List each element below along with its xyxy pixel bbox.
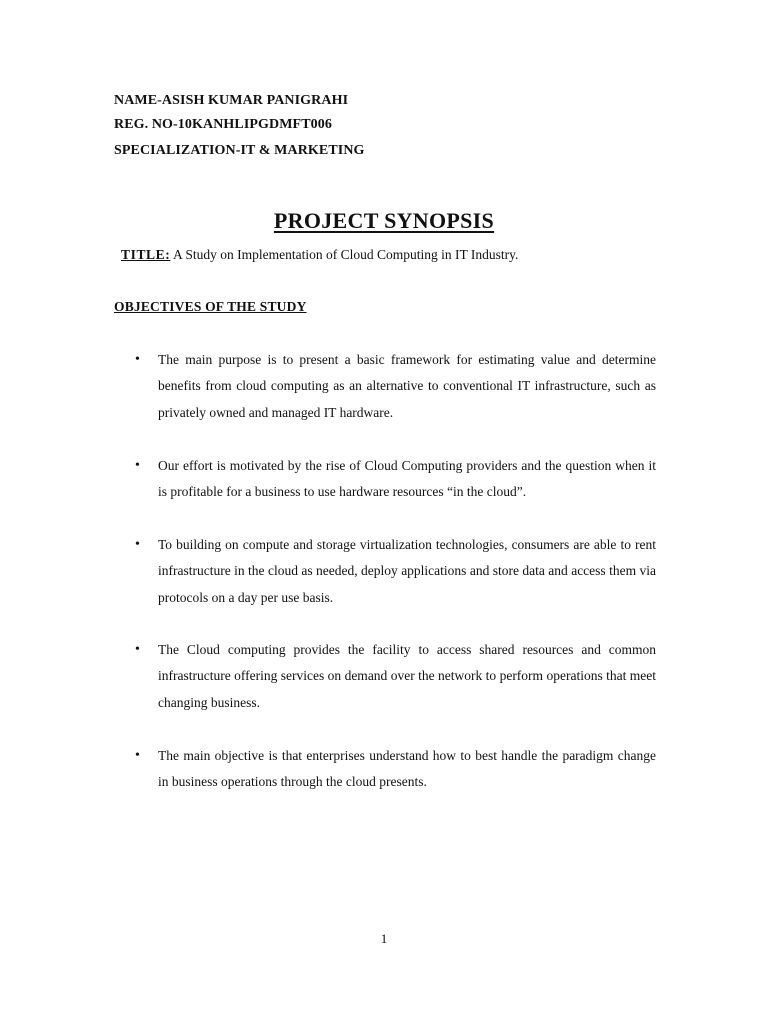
objective-item — [135, 743, 656, 796]
bullet-icon: • — [135, 642, 140, 657]
project-title-label: TITLE: — [121, 247, 171, 262]
student-name: NAME-ASISH KUMAR PANIGRAHI — [114, 93, 349, 108]
page-number: 1 — [380, 931, 388, 946]
bullet-icon: • — [135, 352, 140, 367]
project-title-text: A Study on Implementation of Cloud Computing in IT Industry. — [170, 247, 519, 262]
objective-text: To building on compute and storage virtualization technologies, consumers are able to rent infrastructure in the cloud as needed, deploy applications and store data and access them via protocols on a day per use basis. — [158, 537, 656, 605]
objective-item — [135, 347, 656, 426]
objective-text: Our effort is motivated by the rise of Cloud Computing providers and the question when it is profitable for a business to use hardware resources “in the cloud”. — [158, 458, 656, 500]
objective-item — [135, 637, 656, 716]
project-title — [121, 247, 518, 263]
page-heading — [0, 208, 768, 234]
objective-text: The main purpose is to present a basic framework for estimating value and determine benefits from cloud computing as an alternative to conventional IT infrastructure, such as privately owned and managed IT hardware. — [158, 352, 656, 420]
section-heading-objectives: OBJECTIVES OF THE STUDY — [114, 299, 307, 314]
objective-item — [135, 532, 656, 611]
page-heading-text: PROJECT SYNOPSIS — [273, 208, 495, 233]
registration-number: REG. NO-10KANHLIPGDMFT006 — [114, 117, 332, 132]
specialization: SPECIALIZATION-IT & MARKETING — [114, 143, 365, 158]
bullet-icon: • — [135, 537, 140, 552]
bullet-icon: • — [135, 748, 140, 763]
objective-item — [135, 453, 656, 506]
bullet-icon: • — [135, 458, 140, 473]
objective-text: The main objective is that enterprises understand how to best handle the paradigm change in business operations through the cloud presents. — [158, 748, 656, 790]
objective-text: The Cloud computing provides the facility to access shared resources and common infrastructure offering services on demand over the network to perform operations that meet changing business. — [158, 642, 656, 710]
